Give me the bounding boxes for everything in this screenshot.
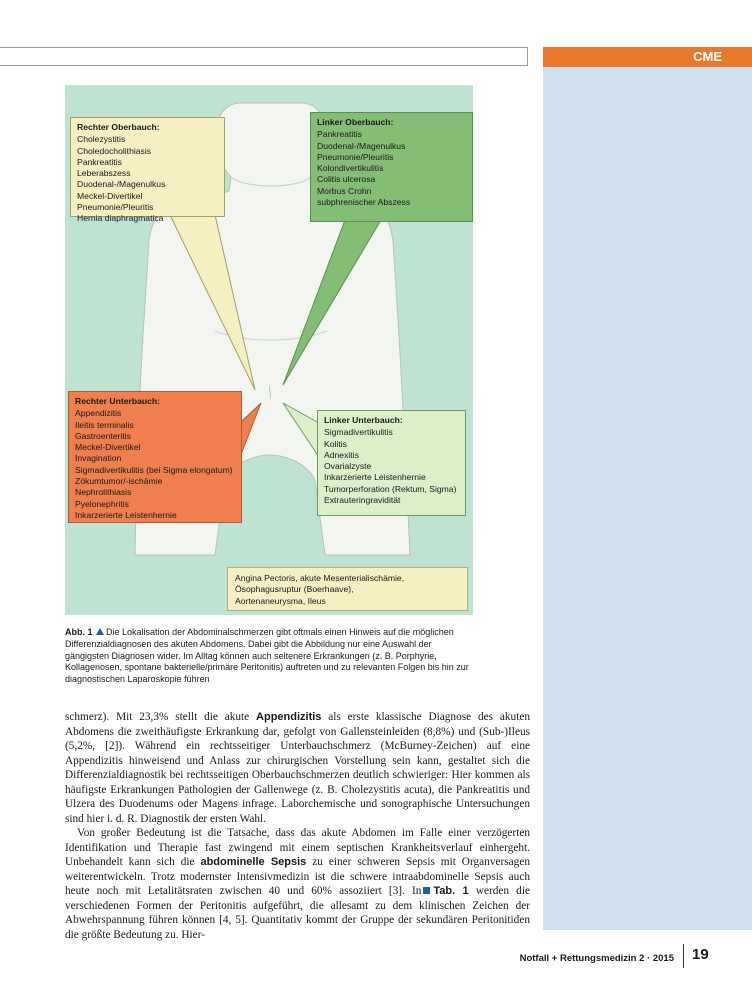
diagnosis-item: Ovarialzyste <box>324 461 372 472</box>
figure-ref-triangle-icon <box>96 628 104 635</box>
diagnosis-item: Invagination <box>75 453 122 464</box>
diagnosis-item: Cholezystitis <box>77 134 126 145</box>
region-title: Linker Unterbauch: <box>324 415 403 425</box>
diagnosis-item: Appendizitis <box>75 408 122 419</box>
keyword: Appendizitis <box>256 711 322 723</box>
diagnosis-item: Kolondivertikulitis <box>317 163 384 174</box>
footer-divider <box>683 944 684 968</box>
diagnosis-item: Inkarzerierte Leistenhernie <box>75 509 177 520</box>
diagnosis-item: Meckel-Divertikel <box>77 190 143 201</box>
page-number: 19 <box>692 946 709 963</box>
diagnosis-item: Pyelonephritis <box>75 498 129 509</box>
label-left-lower-abdomen <box>317 410 466 516</box>
diagnosis-item: Sigmadivertikulitis <box>324 427 393 438</box>
text-run: zu einer schweren Sepsis mit Organversagen weiterentwickeln. Trotz modernster Intensivmedizin ist die schwere intraabdominelle Sepsis auch heute noch mit Letalitätsraten zwischen 40 und 60% assoziiert [3]. In <box>65 856 530 897</box>
diagnosis-item: Choledocholithiasis <box>77 145 152 156</box>
diagnosis-item: Inkarzerierte Leistenhernie <box>324 472 426 483</box>
table-reference[interactable]: Tab. 1 <box>433 885 469 897</box>
region-title: Linker Oberbauch: <box>317 117 394 127</box>
diagnosis-item: Meckel-Divertikel <box>75 442 141 453</box>
diagnosis-item: Leberabszess <box>77 168 131 179</box>
text-run: als erste klassische Diagnose des akuten Abdomens die zweithäufigste Erkrankung dar, gefolgt von Gallensteinleiden (8,8%) und (Sub-)Ileus (5,2%, [2]). Während ein rechtsseitiger Unterbauchschmerz (McBurney-Zeichen) auf eine Appendizitis hinweisend und Anlass zur chirurgischen Vorstellung sein kann, gestaltet sich die Differenzialdiagnostik bei rechtsseitigen Oberbauchschmerzen deutlich schwieriger: Hier kommen als häufigste Erkrankungen Pathologien der Gallenwege (z. B. Cholezystitis acuta), die Pankreatitis und Ulzera des Duodenums oder Magens infrage. Laborchemische und sonographische Untersuchungen sind hier i. d. R. Diagnostik der ersten Wahl. <box>65 711 531 825</box>
diagnosis-item: subphrenischer Abszess <box>317 197 411 208</box>
diagnosis-item: Tumorperforation (Rektum, Sigma) <box>324 483 457 494</box>
caption-label: Abb. 1 <box>65 627 93 637</box>
diagnosis-item: Hernia diaphragmatica <box>77 213 164 224</box>
diagnosis-item: Ösophagusruptur (Boerhaave), <box>235 584 354 595</box>
diagnosis-item: Angina Pectoris, akute Mesenterialischämie, <box>235 573 405 583</box>
label-left-upper-abdomen <box>310 112 473 222</box>
section-label: CME <box>543 47 752 67</box>
diagnosis-item: Extrauteringravidität <box>324 495 401 506</box>
diagnosis-item: Gastroenteritis <box>75 430 131 441</box>
diagnosis-item: Duodenal-/Magenulkus <box>317 140 406 151</box>
diagnosis-item: Pankreatitis <box>317 129 362 140</box>
text-run: schmerz). Mit 23,3% stellt die akute <box>65 711 257 723</box>
keyword: abdominelle Sepsis <box>200 856 307 868</box>
region-title: Rechter Oberbauch: <box>77 122 160 132</box>
diagnosis-item: Adnexitis <box>324 449 359 460</box>
diagnosis-item: Pneumonie/Pleuritis <box>317 151 394 162</box>
text-run: werden die verschiedenen Formen der Peritonitis aufgeführt, die allesamt zu dem klinischen Zeichen der Abwehrspannung führen können [4, 5]. Quantitativ kommt der Gruppe der sekundären Peritonitiden die größte Bedeutung zu. Hier- <box>65 885 530 941</box>
diagnosis-item: Zökumtumor/-ischämie <box>75 476 163 487</box>
diagnosis-item: Colitis ulcerosa <box>317 174 376 185</box>
article-body <box>65 710 530 942</box>
figure-abdomen-map <box>65 85 473 615</box>
text-run: Von großer Bedeutung ist die Tatsache, dass das akute Abdomen im Falle einer verzögerten Identifikation und Therapie fast zwingend mit einem septischen Krankheitsverlauf einhergeht. Unbehandelt kann sich die <box>65 827 530 868</box>
diagnosis-item: Duodenal-/Magenulkus <box>77 179 166 190</box>
paragraph <box>65 710 530 826</box>
diagnosis-item: Sigmadivertikulitis (bei Sigma elongatum) <box>75 464 233 475</box>
label-right-lower-abdomen <box>68 391 242 523</box>
diagnosis-item: Aortenaneurysma, Ileus <box>235 595 326 606</box>
figure-caption <box>65 627 475 686</box>
diagnosis-item: Morbus Crohn <box>317 185 372 196</box>
paragraph <box>65 826 530 942</box>
region-title: Rechter Unterbauch: <box>75 396 160 406</box>
diagnosis-item: Pneumonie/Pleuritis <box>77 202 154 213</box>
page-footer <box>0 946 752 970</box>
table-ref-square-icon <box>423 887 430 894</box>
header-rule <box>0 47 528 66</box>
caption-text: Die Lokalisation der Abdominalschmerzen gibt oftmals einen Hinweis auf die möglichen Differenzialdiagnosen des akuten Abdomens. Dabei gibt die Abbildung nur eine Auswahl der gängigsten Diagnosen wider. Im Alltag können auch seltenere Erkrankungen (z. B. Porphyrie, Kollagenosen, spontane bakterielle/primäre Peritonitis) auftreten und zu relevanten Folgen bis hin zur diagnostischen Laparoskopie führen <box>65 627 469 685</box>
label-other-diagnoses <box>227 567 468 611</box>
diagnosis-item: Pankreatitis <box>77 156 122 167</box>
journal-citation: Notfall + Rettungsmedizin 2 · 2015 <box>519 953 674 964</box>
diagnosis-item: Nephrolithiasis <box>75 487 132 498</box>
diagnosis-item: Kolitis <box>324 438 347 449</box>
sidebar-panel <box>543 47 752 930</box>
diagnosis-item: Ileitis terminalis <box>75 419 134 430</box>
label-right-upper-abdomen <box>70 117 225 224</box>
